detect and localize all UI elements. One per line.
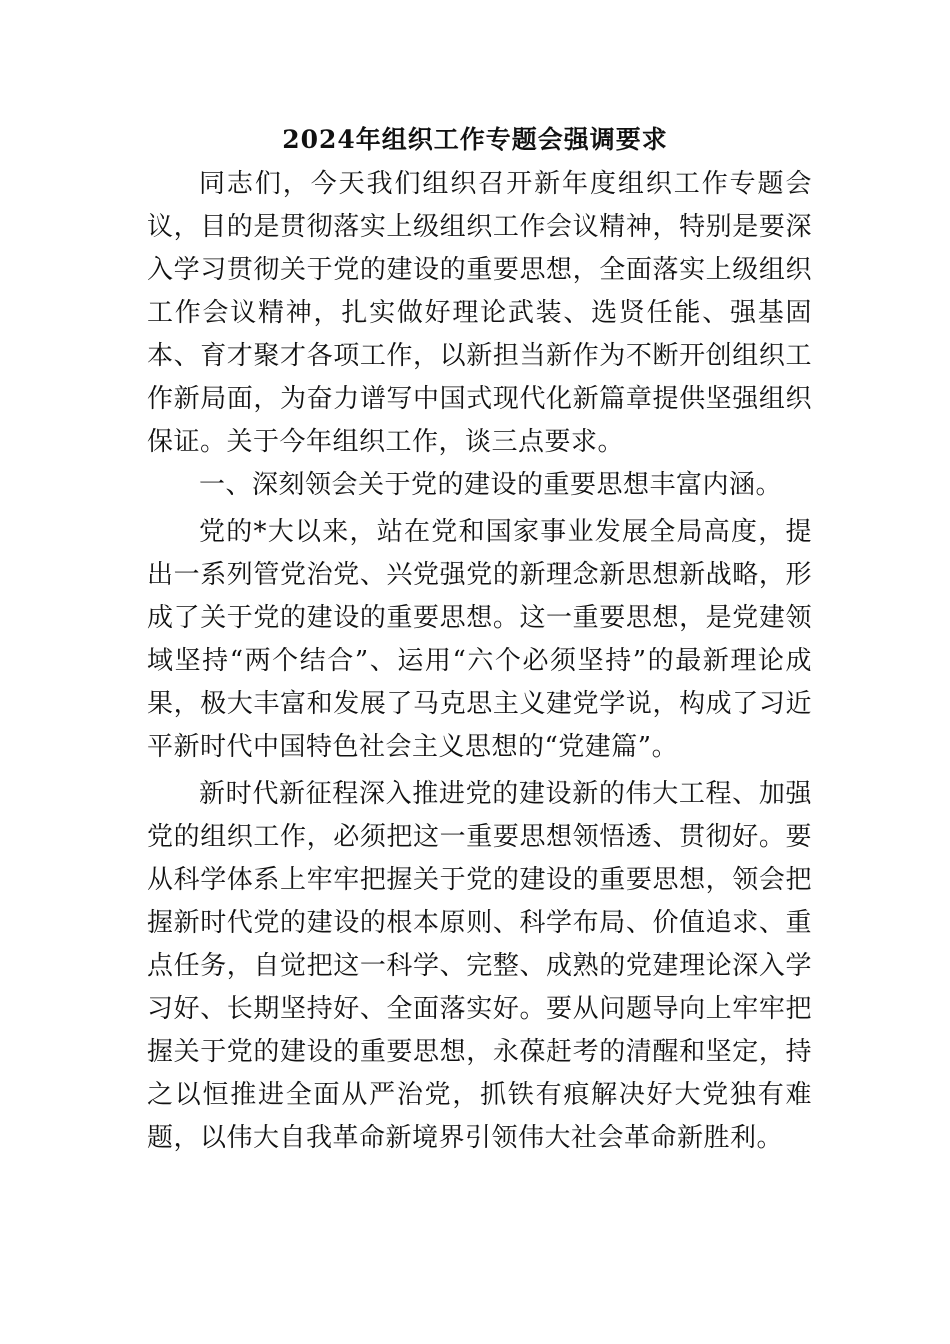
paragraph-section-1-b: 新时代新征程深入推进党的建设新的伟大工程、加强党的组织工作，必须把这一重要思想领悟透、贯彻好。要从科学体系上牢牢把握关于党的建设的重要思想，领会把握新时代党的建设的根本原则、科学布局、价值追求、重点任务，自觉把这一科学、完整、成熟的党建理论深入学习好、长期坚持好、全面落实好。要从问题导向上牢牢把握关于党的建设的重要思想，永葆赶考的清醒和坚定，持之以恒推进全面从严治党，抓铁有痕解决好大党独有难题，以伟大自我革命新境界引领伟大社会革命新胜利。 bbox=[147, 779, 812, 1153]
paragraph-section-1-a: 党的*大以来，站在党和国家事业发展全局高度，提出一系列管党治党、兴党强党的新理念新思想新战略，形成了关于党的建设的重要思想。这一重要思想，是党建领域坚持“两个结合”、运用“六个必须坚持”的最新理论成果，极大丰富和发展了马克思主义建党学说，构成了习近平新时代中国特色社会主义思想的“党建篇”。 bbox=[147, 517, 812, 762]
paragraph-intro: 同志们，今天我们组织召开新年度组织工作专题会议，目的是贯彻落实上级组织工作会议精神，特别是要深入学习贯彻关于党的建设的重要思想，全面落实上级组织工作会议精神，扎实做好理论武装、选贤任能、强基固本、育才聚才各项工作，以新担当新作为不断开创组织工作新局面，为奋力谱写中国式现代化新篇章提供坚强组织保证。关于今年组织工作，谈三点要求。 bbox=[147, 169, 812, 457]
document-title: 2024年组织工作专题会强调要求 bbox=[282, 125, 668, 154]
section-heading-1: 一、深刻领会关于党的建设的重要思想丰富内涵。 bbox=[199, 470, 783, 500]
document-body bbox=[147, 163, 812, 1160]
